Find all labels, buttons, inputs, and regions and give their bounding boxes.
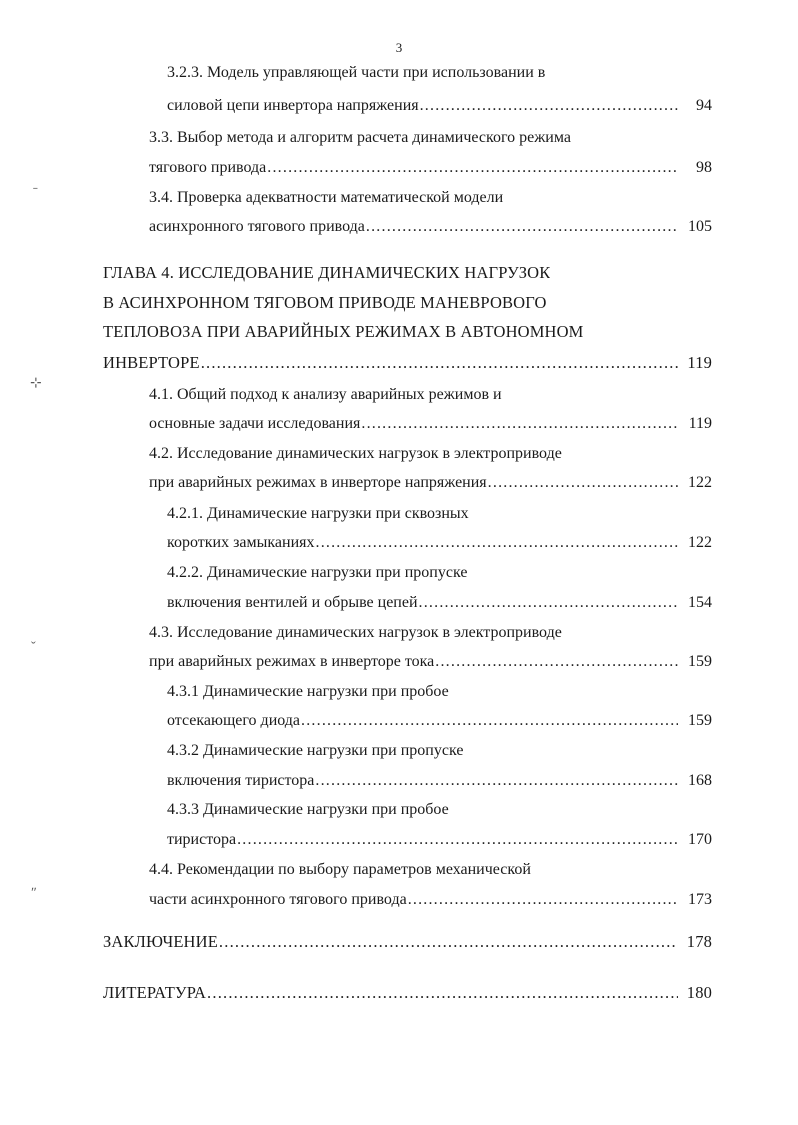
toc-entry[interactable]	[167, 830, 712, 850]
toc-page-number: 159	[688, 653, 712, 670]
toc-entry[interactable]	[149, 414, 712, 434]
toc-entry[interactable]	[167, 96, 712, 116]
dot-leader	[267, 158, 678, 178]
toc-entry-title: при аварийных режимах в инверторе напряжения	[149, 474, 487, 491]
dot-leader	[419, 593, 678, 613]
toc-entry[interactable]	[167, 711, 712, 731]
toc-entry-title: силовой цепи инвертора напряжения	[167, 97, 419, 114]
toc-entry[interactable]	[103, 932, 712, 952]
toc-entry-title: включения тиристора	[167, 772, 315, 789]
scan-mark: ˗	[33, 180, 38, 195]
dot-leader	[420, 96, 678, 116]
toc-page-number: 122	[688, 474, 712, 491]
toc-page-number: 122	[688, 534, 712, 551]
toc-entry-title: коротких замыканиях	[167, 534, 315, 551]
toc-entry-title: ИНВЕРТОРЕ	[103, 353, 200, 372]
scan-mark: ʺ	[31, 886, 37, 901]
toc-entry-line: 4.3.1 Динамические нагрузки при пробое	[167, 683, 449, 700]
dot-leader	[219, 932, 678, 952]
dot-leader	[201, 353, 678, 373]
dot-leader	[361, 414, 678, 434]
toc-entry-title: отсекающего диода	[167, 712, 301, 729]
toc-entry-line: 3.3. Выбор метода и алгоритм расчета динамического режима	[149, 129, 571, 146]
toc-entry[interactable]	[167, 771, 712, 791]
toc-entry-line: 4.2.2. Динамические нагрузки при пропуске	[167, 564, 468, 581]
toc-page-number: 105	[688, 218, 712, 235]
dot-leader	[315, 771, 678, 791]
toc-entry[interactable]	[149, 890, 712, 910]
toc-page-number: 168	[688, 772, 712, 789]
dot-leader	[435, 652, 678, 672]
toc-page-number: 173	[688, 891, 712, 908]
toc-entry-title: ЗАКЛЮЧЕНИЕ	[103, 932, 218, 951]
toc-entry[interactable]	[149, 473, 712, 493]
toc-entry[interactable]	[149, 652, 712, 672]
toc-entry-title: ЛИТЕРАТУРА	[103, 983, 207, 1002]
toc-entry-line: 4.3.3 Динамические нагрузки при пробое	[167, 801, 449, 818]
toc-entry-line: 4.1. Общий подход к анализу аварийных режимов и	[149, 386, 502, 403]
toc-entry-title: при аварийных режимах в инверторе тока	[149, 653, 435, 670]
toc-entry[interactable]	[149, 158, 712, 178]
toc-page-number: 98	[696, 159, 712, 176]
toc-entry-line: 4.2.1. Динамические нагрузки при сквозных	[167, 505, 469, 522]
toc-entry-title: тиристора	[167, 831, 237, 848]
toc-entry-line: ТЕПЛОВОЗА ПРИ АВАРИЙНЫХ РЕЖИМАХ В АВТОНОМНОМ	[103, 322, 584, 341]
dot-leader	[488, 473, 678, 493]
scan-mark: ⊹	[30, 376, 42, 391]
toc-entry-title: асинхронного тягового привода	[149, 218, 365, 235]
dot-leader	[366, 217, 678, 237]
dot-leader	[316, 533, 679, 553]
toc-entry[interactable]	[167, 593, 712, 613]
toc-page-number: 170	[688, 831, 712, 848]
toc-entry-title: тягового привода	[149, 159, 267, 176]
toc-entry-line: В АСИНХРОННОМ ТЯГОВОМ ПРИВОДЕ МАНЕВРОВОГО	[103, 293, 547, 312]
toc-entry[interactable]	[149, 217, 712, 237]
dot-leader	[408, 890, 678, 910]
toc-entry-line: 3.2.3. Модель управляющей части при использовании в	[167, 64, 546, 81]
toc-entry-line: 4.3.2 Динамические нагрузки при пропуске	[167, 742, 464, 759]
toc-entry-title: включения вентилей и обрыве цепей	[167, 594, 418, 611]
toc-entry-line: ГЛАВА 4. ИССЛЕДОВАНИЕ ДИНАМИЧЕСКИХ НАГРУЗОК	[103, 263, 551, 282]
toc-page-number: 159	[688, 712, 712, 729]
toc-entry-title: части асинхронного тягового привода	[149, 891, 407, 908]
toc-entry-line: 4.3. Исследование динамических нагрузок в электроприводе	[149, 624, 562, 641]
toc-entry-title: основные задачи исследования	[149, 415, 361, 432]
toc-entry[interactable]	[103, 353, 712, 373]
toc-page-number: 119	[688, 415, 712, 432]
dot-leader	[237, 830, 678, 850]
toc-entry-line: 3.4. Проверка адекватности математической модели	[149, 189, 504, 206]
toc-entry[interactable]	[167, 533, 712, 553]
scan-mark: ˇ	[31, 640, 36, 655]
toc-entry-line: 4.2. Исследование динамических нагрузок в электроприводе	[149, 445, 562, 462]
toc-entry-line: 4.4. Рекомендации по выбору параметров механической	[149, 861, 531, 878]
toc-page-number: 180	[686, 983, 712, 1002]
dot-leader	[207, 983, 678, 1003]
toc-page-number: 178	[686, 932, 712, 951]
dot-leader	[301, 711, 678, 731]
toc-entry[interactable]	[103, 983, 712, 1003]
toc-page-number: 119	[687, 353, 712, 372]
page-number: 3	[395, 40, 403, 55]
toc-page-number: 94	[696, 97, 712, 114]
toc-page-number: 154	[688, 594, 712, 611]
